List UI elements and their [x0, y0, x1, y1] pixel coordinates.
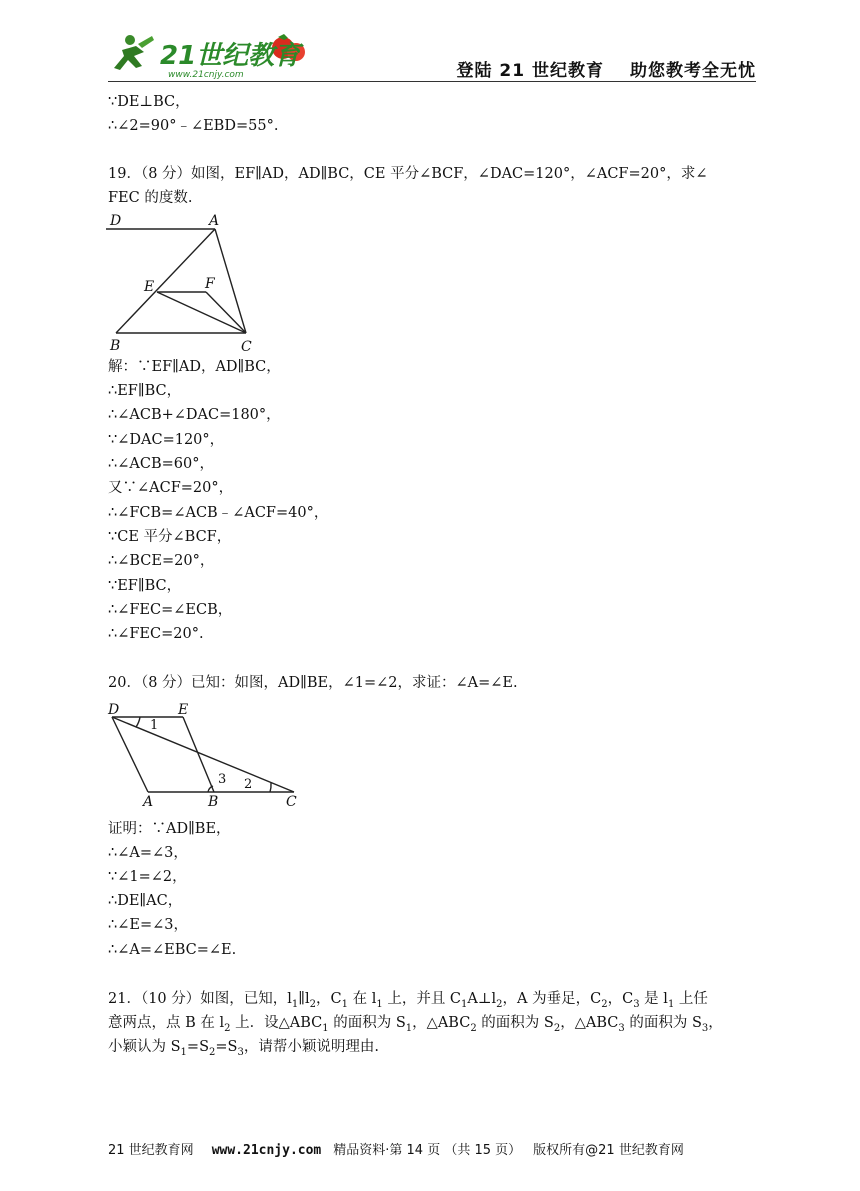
- q20-figure: [106, 700, 306, 810]
- q19-label-b: B: [110, 338, 121, 354]
- q21-question-line-3: 小颖认为 $S_1=S_2=S_3$，请帮小颖说明理由.: [108, 1039, 379, 1058]
- logo-url: www.21cnjy.com: [168, 70, 244, 80]
- q19-solution-1: 解：∵EF∥AD，AD∥BC，: [108, 359, 281, 375]
- logo-text: 21世纪教育: [160, 41, 301, 71]
- q20-label-c: C: [286, 794, 297, 810]
- q21-question-line-1: 21．（10 分）如图，已知，$l_1\parallel l_2$，$C_1$ 在 $l_1$ 上，并且 $C_1A\perp l_2$，A 为垂足，$C_2$，$C_3$ 是 $l_1$ 上任: [108, 991, 708, 1010]
- q20-angle-3: 3: [218, 772, 227, 787]
- q19-label-f: F: [205, 276, 215, 292]
- q19-label-c: C: [241, 339, 252, 355]
- page-footer: [108, 1139, 756, 1158]
- q19-label-e: E: [144, 279, 155, 295]
- runner-icon: [114, 35, 154, 70]
- q20-question-line: 20．（8 分）已知：如图，AD∥BE，∠1=∠2，求证：∠A=∠E.: [108, 675, 518, 691]
- q19-label-d: D: [110, 213, 122, 229]
- q19-solution-3: ∴∠ACB+∠DAC=180°，: [108, 407, 281, 423]
- q19-solution-9: ∴∠BCE=20°，: [108, 553, 215, 569]
- q21-question-line-2: 意两点，点 B 在 $l_2$ 上．设$\triangle ABC_1$ 的面积为 $S_1$，$\triangle ABC_2$ 的面积为 $S_2$，$\triangle ABC_3$ 的面积为 $S_3$，: [108, 1015, 723, 1034]
- footer-page-info: 精品资料·第 14 页 （共 15 页）: [333, 1143, 522, 1158]
- q19-solution-4: ∵∠DAC=120°，: [108, 432, 225, 448]
- slogan-login: 登陆 21 世纪教育: [456, 61, 604, 81]
- header-slogan: [431, 56, 757, 81]
- q20-proof-6: ∴∠A=∠EBC=∠E.: [108, 942, 237, 958]
- q20-proof-5: ∴∠E=∠3，: [108, 917, 188, 933]
- q20-proof-4: ∴DE∥AC，: [108, 893, 183, 909]
- q19-solution-10: ∵EF∥BC，: [108, 578, 182, 594]
- q18-line-1: ∵DE⊥BC，: [108, 94, 190, 110]
- q19-solution-5: ∴∠ACB=60°，: [108, 456, 214, 472]
- q20-proof-3: ∵∠1=∠2，: [108, 869, 187, 885]
- footer-site-name: 21 世纪教育网: [108, 1143, 194, 1158]
- q20-angle-2: 2: [244, 777, 253, 792]
- q18-line-2: ∴∠2=90°﹣∠EBD=55°.: [108, 118, 279, 134]
- q19-solution-8: ∵CE 平分∠BCF，: [108, 529, 232, 545]
- q20-proof-1: 证明：∵AD∥BE，: [108, 821, 231, 837]
- logo: [108, 30, 308, 80]
- q19-question-line-2: FEC 的度数.: [108, 190, 193, 206]
- q20-angle-1: 1: [150, 718, 159, 733]
- q20-proof-2: ∴∠A=∠3，: [108, 845, 188, 861]
- footer-url[interactable]: www.21cnjy.com: [211, 1143, 322, 1158]
- q20-label-d: D: [108, 702, 120, 718]
- header-rule: [108, 81, 756, 82]
- q19-label-a: A: [209, 213, 220, 229]
- page-header: [108, 30, 756, 82]
- q19-solution-6: 又∵∠ACF=20°，: [108, 480, 234, 496]
- q19-question-line-1: 19．（8 分）如图，EF∥AD，AD∥BC，CE 平分∠BCF，∠DAC=120°，∠ACF=20°，求∠: [108, 166, 708, 182]
- q20-label-a: A: [143, 794, 154, 810]
- q19-solution-12: ∴∠FEC=20°.: [108, 626, 204, 642]
- q19-solution-7: ∴∠FCB=∠ACB﹣∠ACF=40°，: [108, 505, 329, 521]
- slogan-help: 助您教考全无忧: [630, 61, 756, 81]
- footer-copyright: 版权所有@21 世纪教育网: [533, 1143, 684, 1158]
- q19-solution-11: ∴∠FEC=∠ECB，: [108, 602, 233, 618]
- q19-figure: [106, 210, 266, 358]
- q19-solution-2: ∴EF∥BC，: [108, 383, 182, 399]
- q20-label-e: E: [178, 702, 189, 718]
- q20-label-b: B: [208, 794, 219, 810]
